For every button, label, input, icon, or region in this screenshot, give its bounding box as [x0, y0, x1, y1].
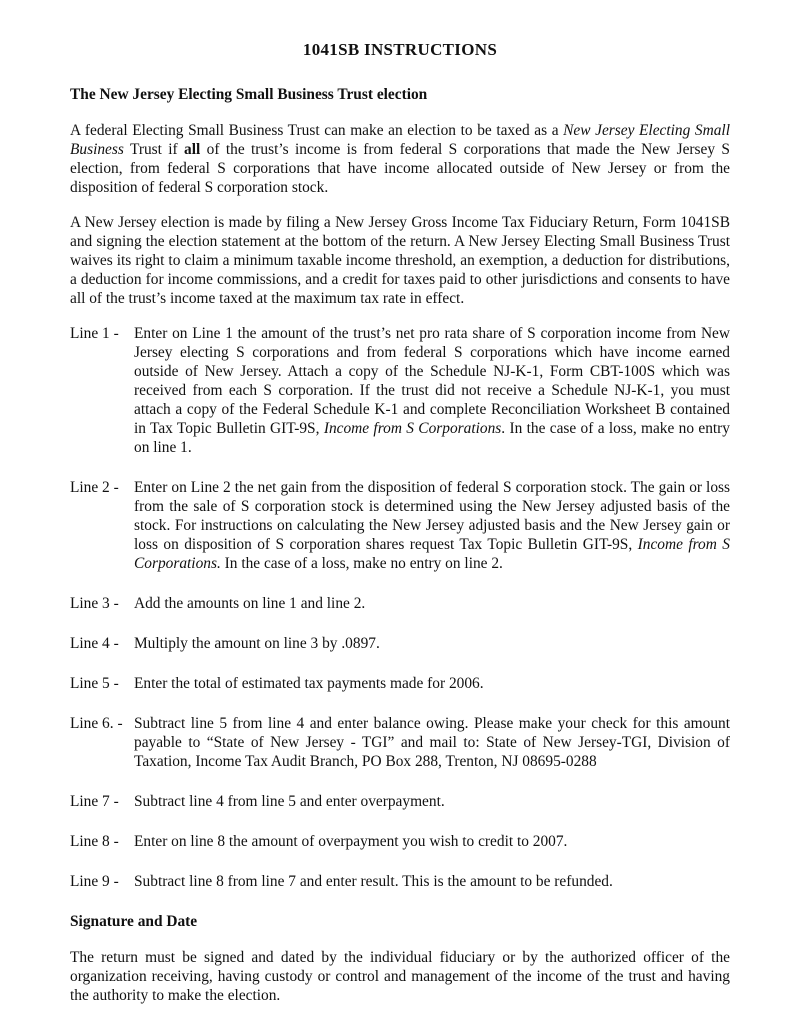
line-item-7	[70, 792, 730, 811]
line-body	[134, 594, 730, 613]
text-segment-italic: Income from S Corporations.	[134, 536, 731, 572]
line-body	[134, 324, 730, 457]
line-instructions	[70, 324, 730, 891]
line-item-4	[70, 634, 730, 653]
section-heading-election: The New Jersey Electing Small Business Trust election	[70, 86, 428, 103]
text-segment-italic: New Jersey Electing Small Business	[70, 122, 730, 158]
line-body	[134, 872, 730, 891]
text-segment: In the case of a loss, make no entry on line 2.	[220, 555, 503, 572]
line-item-1	[70, 324, 730, 457]
text-segment: Subtract line 4 from line 5 and enter overpayment.	[134, 793, 445, 810]
text-segment: Enter the total of estimated tax payments made for 2006.	[134, 675, 484, 692]
line-label: Line 8 -	[70, 833, 119, 850]
line-item-6	[70, 714, 730, 771]
line-body	[134, 792, 730, 811]
line-body	[134, 634, 730, 653]
text-segment: Enter on Line 2 the net gain from the disposition of federal S corporation stock. The gain or loss from the sale of S corporation stock is determined using the New Jersey adjusted basis of the stock. For instructions on calculating the New Jersey adjusted basis and the New Jersey gain or loss on disposition of S corporation shares request Tax Topic Bulletin GIT-9S,	[134, 479, 730, 553]
text-segment: A federal Electing Small Business Trust can make an election to be taxed as a	[70, 122, 564, 139]
text-segment-italic: Income from S Corporations	[323, 420, 502, 437]
text-segment: Enter on Line 1 the amount of the trust’s net pro rata share of S corporation income from New Jersey electing S corporations and from federal S corporations which have income earned outside of New Jersey. Attach a copy of the Schedule NJ-K-1, Form CBT-100S which was received from each S corporation. If the trust did not receive a Schedule NJ-K-1, you must attach a copy of the Federal Schedule K-1 and complete Reconciliation Worksheet B contained in Tax Topic Bulletin GIT-9S,	[134, 325, 730, 437]
text-segment: Multiply the amount on line 3 by .0897.	[134, 635, 380, 652]
line-item-3	[70, 594, 730, 613]
line-label: Line 1 -	[70, 325, 119, 342]
line-body	[134, 832, 730, 851]
text-segment: Subtract line 8 from line 7 and enter result. This is the amount to be refunded.	[134, 873, 613, 890]
signature-paragraph: The return must be signed and dated by the individual fiduciary or by the authorized officer of the organization receiving, having custody or control and management of the income of the trust and having the authority to make the election.	[70, 949, 730, 1004]
text-segment: Enter on line 8 the amount of overpayment you wish to credit to 2007.	[134, 833, 568, 850]
line-label: Line 7 -	[70, 793, 119, 810]
text-segment-bold: all	[184, 141, 201, 158]
line-item-2	[70, 478, 730, 573]
text-segment: Subtract line 5 from line 4 and enter balance owing. Please make your check for this amount payable to “State of New Jersey - TGI” and mail to: State of New Jersey-TGI, Division of Taxation, Income Tax Audit Branch, PO Box 288, Trenton, NJ 08695-0288	[134, 715, 730, 770]
line-body	[134, 714, 730, 771]
line-body	[134, 674, 730, 693]
line-item-8	[70, 832, 730, 851]
election-filing-paragraph: A New Jersey election is made by filing a New Jersey Gross Income Tax Fiduciary Return, Form 1041SB and signing the election statement at the bottom of the return. A New Jersey Electing Small Business Trust waives its right to claim a minimum taxable income threshold, an exemption, a deduction for distributions, a deduction for income commissions, and a credit for taxes paid to other jurisdictions and consents to have all of the trust’s income taxed at the maximum tax rate in effect.	[70, 214, 730, 307]
section-heading-signature: Signature and Date	[70, 913, 198, 930]
line-label: Line 3 -	[70, 595, 119, 612]
line-label: Line 2 -	[70, 479, 119, 496]
line-body	[134, 478, 730, 573]
text-segment: of the trust’s income is from federal S corporations that made the New Jersey S election, from federal S corporations that have income allocated outside of New Jersey or from the disposition of federal S corporation stock.	[70, 141, 730, 196]
text-segment: Trust if	[123, 141, 185, 158]
line-item-5	[70, 674, 730, 693]
document-title: 1041SB INSTRUCTIONS	[302, 40, 498, 59]
line-label: Line 4 -	[70, 635, 119, 652]
text-segment: Add the amounts on line 1 and line 2.	[134, 595, 366, 612]
line-item-9	[70, 872, 730, 891]
text-segment: . In the case of a loss, make no entry on line 1.	[134, 420, 730, 456]
line-label: Line 9 -	[70, 873, 119, 890]
intro-paragraph	[70, 121, 730, 197]
line-label: Line 5 -	[70, 675, 119, 692]
line-label: Line 6. -	[70, 715, 123, 732]
